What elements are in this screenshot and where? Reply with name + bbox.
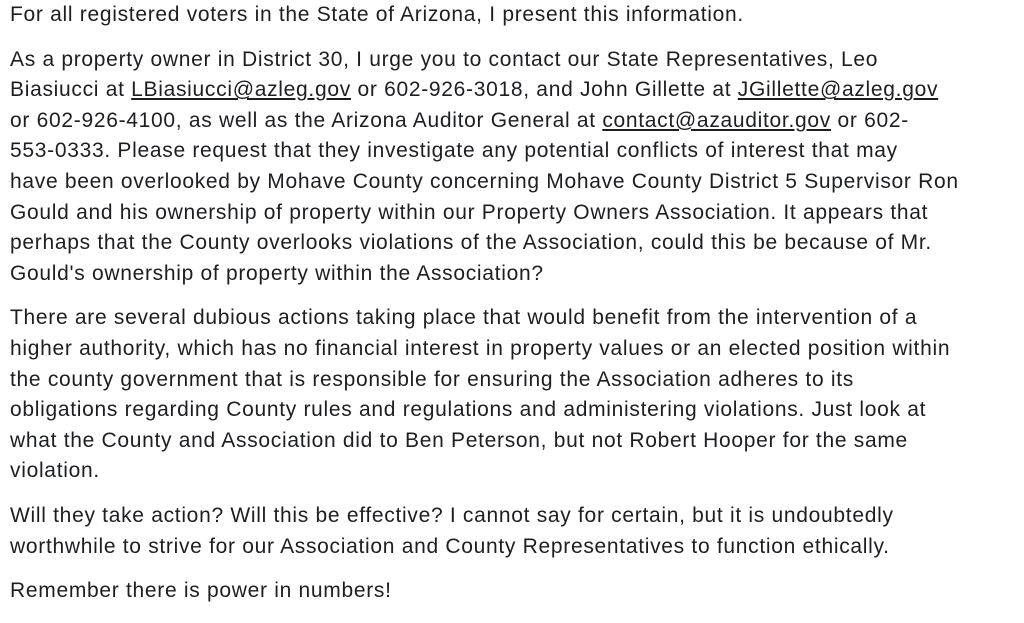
- text-line: [10, 106, 1014, 137]
- paragraph: [10, 501, 1014, 562]
- text-segment: There are several dubious actions taking place that would benefit from the intervention of a: [10, 306, 918, 330]
- text-segment: worthwhile to strive for our Association and County Representatives to function ethically.: [10, 534, 890, 558]
- text-segment: Biasiucci at: [10, 78, 132, 102]
- paragraph: [10, 45, 1014, 290]
- text-line: [10, 198, 1014, 229]
- text-line: [10, 365, 1014, 396]
- text-line: [10, 456, 1014, 487]
- text-segment: higher authority, which has no financial interest in property values or an elected position within: [10, 336, 951, 360]
- paragraph: [10, 0, 1014, 31]
- text-line: [10, 426, 1014, 457]
- text-segment: or 602-926-3018, and John Gillette at: [350, 78, 738, 102]
- text-segment: or 602-926-4100, as well as the Arizona Auditor General at: [10, 108, 603, 132]
- text-segment: For all registered voters in the State of Arizona, I present this information.: [10, 3, 744, 26]
- text-segment: 553-0333. Please request that they investigate any potential conflicts of interest that may: [10, 139, 898, 163]
- text-line: [10, 75, 1014, 106]
- text-line: [10, 45, 1014, 76]
- text-line: [10, 167, 1014, 198]
- text-segment: or 602-: [830, 108, 909, 132]
- paragraph: [10, 576, 1014, 607]
- text-segment: obligations regarding County rules and regulations and administering violations. Just look at: [10, 398, 927, 422]
- text-segment: Gould's ownership of property within the Association?: [10, 261, 544, 285]
- text-segment: have been overlooked by Mohave County concerning Mohave County District 5 Supervisor Ron: [10, 169, 959, 193]
- text-line: [10, 501, 1014, 532]
- text-segment: perhaps that the County overlooks violations of the Association, could this be because of Mr.: [10, 231, 932, 255]
- text-segment: violation.: [10, 459, 100, 483]
- text-line: [10, 576, 1014, 607]
- text-segment: As a property owner in District 30, I urge you to contact our State Representatives, Leo: [10, 47, 879, 71]
- text-line: [10, 334, 1014, 365]
- text-segment: the county government that is responsible for ensuring the Association adheres to its: [10, 367, 854, 391]
- email-link[interactable]: LBiasiucci@azleg.gov: [131, 78, 351, 102]
- paragraph: [10, 303, 1014, 487]
- text-line: [10, 303, 1014, 334]
- text-line: [10, 532, 1014, 563]
- email-link[interactable]: contact@azauditor.gov: [602, 108, 831, 132]
- text-segment: Will they take action? Will this be effective? I cannot say for certain, but it is undoubtedly: [10, 503, 894, 527]
- text-segment: Gould and his ownership of property within our Property Owners Association. It appears that: [10, 200, 929, 224]
- text-line: [10, 259, 1014, 290]
- text-segment: Remember there is power in numbers!: [10, 579, 392, 603]
- text-line: [10, 228, 1014, 259]
- text-segment: what the County and Association did to Ben Peterson, but not Robert Hooper for the same: [10, 428, 908, 452]
- text-line: [10, 0, 1014, 31]
- text-line: [10, 136, 1014, 167]
- post-text-body: [10, 0, 1014, 607]
- email-link[interactable]: JGillette@azleg.gov: [737, 78, 939, 102]
- text-line: [10, 395, 1014, 426]
